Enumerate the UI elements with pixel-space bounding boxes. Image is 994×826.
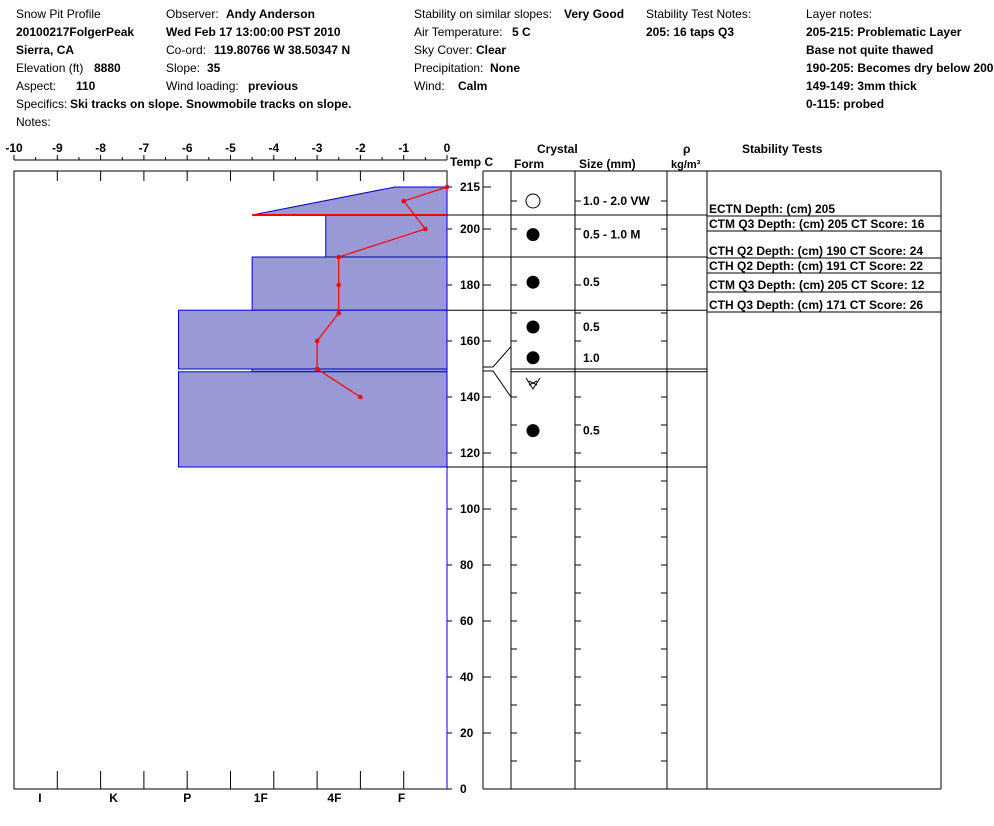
height-tick-label: 180 bbox=[460, 278, 481, 292]
wind-loading-label: Wind loading: bbox=[166, 79, 239, 93]
temperature-point bbox=[336, 283, 341, 288]
precip-label: Precipitation: bbox=[414, 61, 484, 75]
temp-tick-label: -7 bbox=[138, 141, 150, 155]
pit-name: 20100217FolgerPeak bbox=[16, 25, 135, 39]
elevation-label: Elevation (ft) bbox=[16, 61, 84, 75]
stability-tests bbox=[707, 202, 941, 312]
coord-label: Co-ord: bbox=[166, 43, 207, 57]
temperature-point bbox=[423, 227, 428, 232]
hardness-label: P bbox=[183, 791, 192, 805]
temperature-point bbox=[336, 311, 341, 316]
aspect-label: Aspect: bbox=[16, 79, 57, 93]
temp-column-header: Temp C bbox=[450, 155, 494, 169]
layer-note: 205-215: Problematic Layer bbox=[806, 25, 962, 39]
grain-form-filled-circle bbox=[527, 424, 540, 437]
density-unit-header: kg/m³ bbox=[671, 159, 701, 171]
air-temp-label: Air Temperature: bbox=[414, 25, 503, 39]
wind-loading-value: previous bbox=[248, 79, 299, 93]
stability-test: CTM Q3 Depth: (cm) 205 CT Score: 12 bbox=[709, 278, 925, 292]
observer-value: Andy Anderson bbox=[226, 7, 315, 21]
grain-size-label: 0.5 bbox=[583, 423, 600, 438]
stab-note: 205: 16 taps Q3 bbox=[646, 25, 735, 39]
hardness-layer bbox=[179, 372, 447, 467]
height-tick-label: 215 bbox=[460, 180, 481, 194]
stability-column-header: Stability Tests bbox=[742, 142, 823, 156]
layer-note: 149-149: 3mm thick bbox=[806, 79, 917, 93]
hardness-axis-ticks bbox=[38, 791, 405, 805]
elevation-value: 8880 bbox=[94, 61, 121, 75]
grain-size-label: 1.0 - 2.0 VW bbox=[583, 194, 650, 208]
grain-size-label: 1.0 bbox=[583, 350, 600, 365]
grain-form-filled-circle bbox=[527, 276, 540, 289]
stab-notes-title: Stability Test Notes: bbox=[646, 7, 752, 21]
stability-label: Stability on similar slopes: bbox=[414, 7, 553, 21]
temp-tick-label: -5 bbox=[225, 141, 236, 155]
density-column-header: ρ bbox=[683, 142, 691, 156]
temp-tick-label: -3 bbox=[311, 141, 323, 155]
slope-value: 35 bbox=[207, 61, 221, 75]
height-tick-label: 20 bbox=[460, 726, 474, 740]
chart-title: Snow Pit Profile bbox=[16, 7, 101, 21]
location: Sierra, CA bbox=[16, 43, 75, 57]
temperature-point bbox=[401, 199, 406, 204]
hardness-label: 4F bbox=[327, 791, 342, 805]
hardness-layer bbox=[252, 187, 447, 215]
grain-form-surface-hoar bbox=[526, 378, 540, 389]
height-tick-label: 160 bbox=[460, 334, 481, 348]
hardness-layer bbox=[179, 310, 447, 369]
hardness-label: F bbox=[397, 791, 406, 805]
air-temp-value: 5 C bbox=[512, 25, 531, 39]
stability-test: ECTN Depth: (cm) 205 bbox=[709, 202, 836, 216]
temperature-point bbox=[315, 367, 320, 372]
wind-value: Calm bbox=[458, 79, 488, 93]
temp-tick-label: -10 bbox=[5, 141, 23, 155]
stability-test: CTM Q3 Depth: (cm) 205 CT Score: 16 bbox=[709, 217, 925, 231]
wind-label: Wind: bbox=[414, 79, 445, 93]
layer-note: Base not quite thawed bbox=[806, 43, 934, 57]
layer-note: 190-205: Becomes dry below 200 bbox=[806, 61, 994, 75]
form-column-header: Form bbox=[514, 157, 544, 171]
temp-tick-label: -2 bbox=[355, 141, 366, 155]
notes-label: Notes: bbox=[16, 115, 51, 129]
grain-form-open-circle bbox=[526, 194, 540, 208]
hardness-label: K bbox=[109, 791, 118, 805]
grain-form-filled-circle bbox=[527, 351, 540, 364]
hardness-label: 1F bbox=[253, 791, 268, 805]
temp-tick-label: -8 bbox=[95, 141, 106, 155]
stability-test: CTH Q2 Depth: (cm) 191 CT Score: 22 bbox=[709, 259, 924, 273]
temperature-point bbox=[315, 339, 320, 344]
layer-boundary-connector bbox=[483, 347, 511, 367]
height-tick-label: 120 bbox=[460, 446, 481, 460]
layer-note: 0-115: probed bbox=[806, 97, 885, 111]
datetime: Wed Feb 17 13:00:00 PST 2010 bbox=[166, 25, 341, 39]
height-axis bbox=[447, 180, 491, 796]
aspect-value: 110 bbox=[76, 79, 96, 93]
observer-label: Observer: bbox=[166, 7, 219, 21]
temp-tick-label: -1 bbox=[398, 141, 410, 155]
sky-value: Clear bbox=[476, 43, 507, 57]
temperature-point bbox=[358, 395, 363, 400]
height-tick-label: 140 bbox=[460, 390, 481, 404]
temp-tick-label: -4 bbox=[268, 141, 280, 155]
hardness-label: I bbox=[38, 791, 42, 805]
size-column-header: Size (mm) bbox=[579, 157, 636, 171]
grain-size-label: 0.5 bbox=[583, 320, 600, 334]
temp-tick-label: -6 bbox=[181, 141, 193, 155]
coord-value: 119.80766 W 38.50347 N bbox=[214, 43, 351, 57]
hardness-layer bbox=[252, 257, 447, 310]
grain-form-filled-circle bbox=[527, 228, 540, 241]
height-tick-label: 40 bbox=[460, 670, 474, 684]
temperature-point bbox=[445, 185, 450, 190]
crystal-column-header: Crystal bbox=[537, 142, 578, 156]
specifics-value: Ski tracks on slope. Snowmobile tracks on slope. bbox=[70, 97, 352, 111]
height-tick-label: 0 bbox=[460, 782, 467, 796]
stability-test: CTH Q2 Depth: (cm) 190 CT Score: 24 bbox=[709, 244, 924, 258]
sky-label: Sky Cover: bbox=[414, 43, 473, 57]
precip-value: None bbox=[490, 61, 520, 75]
height-tick-label: 80 bbox=[460, 558, 474, 572]
temperature-point bbox=[336, 255, 341, 260]
temp-tick-label: 0 bbox=[443, 141, 451, 155]
height-tick-label: 100 bbox=[460, 502, 481, 516]
stability-value: Very Good bbox=[564, 7, 625, 21]
grain-size-labels bbox=[583, 194, 650, 438]
grain-size-label: 0.5 - 1.0 M bbox=[583, 227, 641, 242]
slope-label: Slope: bbox=[166, 61, 201, 75]
stability-test: CTH Q3 Depth: (cm) 171 CT Score: 26 bbox=[709, 298, 924, 312]
hardness-layers bbox=[179, 187, 447, 467]
grain-form-filled-circle bbox=[527, 321, 540, 334]
height-tick-label: 60 bbox=[460, 614, 474, 628]
hardness-layer bbox=[326, 215, 447, 257]
layer-boundary-connector bbox=[483, 371, 511, 397]
grain-size-label: 0.5 bbox=[583, 275, 600, 290]
temp-tick-label: -9 bbox=[51, 141, 63, 155]
height-tick-label: 200 bbox=[460, 222, 481, 236]
layer-notes-title: Layer notes: bbox=[806, 7, 873, 21]
grain-forms bbox=[526, 194, 540, 437]
specifics-label: Specifics: bbox=[16, 97, 68, 111]
